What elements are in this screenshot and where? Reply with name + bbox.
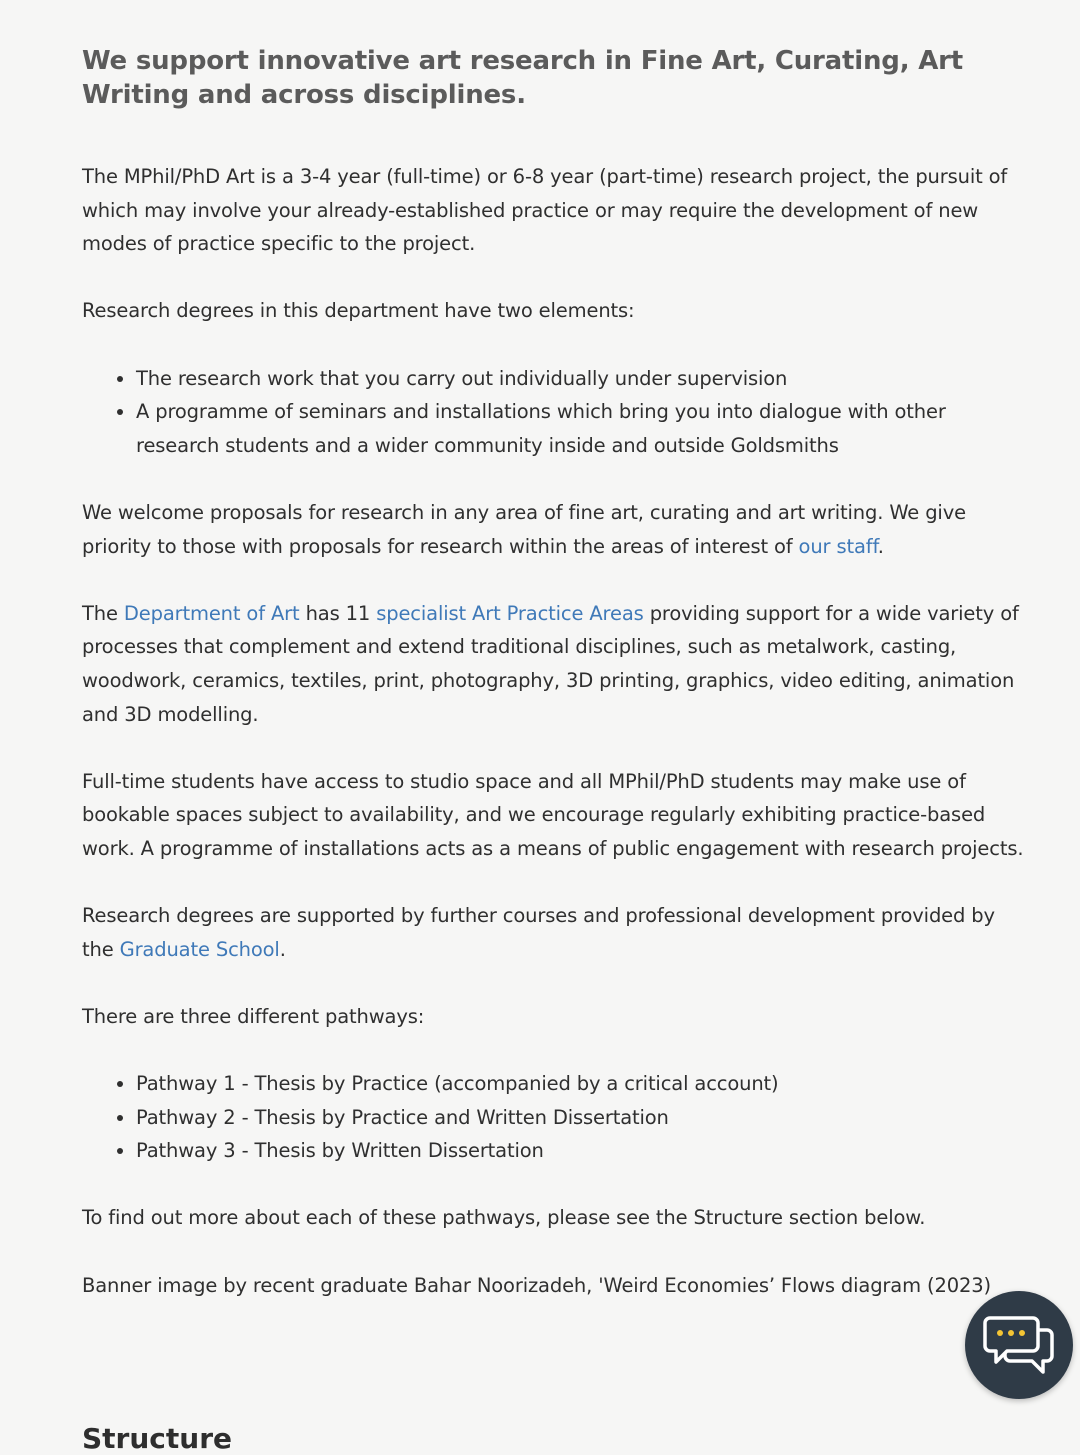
main-content	[82, 44, 1028, 1336]
research-elements-list	[82, 362, 1028, 463]
graduate-school-link[interactable]: Graduate School	[119, 937, 280, 961]
programme-description: The MPhil/PhD Art is a 3-4 year (full-time) or 6-8 year (part-time) research project, the pursuit of which may involve your already-established practice or may require the development of new modes of practice specific to the project.	[82, 165, 1008, 256]
studio-space-paragraph: Full-time students have access to studio space and all MPhil/PhD students may make use of bookable spaces subject to availability, and we encourage regularly exhibiting practice-based work. A programme of installations acts as a means of public engagement with research projects.	[82, 769, 1024, 860]
pathways-intro: There are three different pathways:	[82, 1004, 425, 1028]
proposals-text-end: .	[877, 534, 884, 558]
list-item: • Pathway 2 - Thesis by Practice and Written Dissertation	[136, 1101, 1028, 1135]
structure-note: To find out more about each of these pathways, please see the Structure section below.	[82, 1206, 926, 1230]
graduate-school-text-end: .	[279, 937, 286, 961]
proposals-paragraph	[82, 496, 1028, 563]
research-elements-intro: Research degrees in this department have two elements:	[82, 299, 635, 323]
department-of-art-link[interactable]: Department of Art	[123, 601, 300, 625]
pathways-list	[82, 1067, 1028, 1168]
art-practice-areas-link[interactable]: specialist Art Practice Areas	[376, 601, 644, 625]
list-item: • Pathway 1 - Thesis by Practice (accompanied by a critical account)	[136, 1067, 1028, 1101]
department-text-1: The	[82, 601, 124, 625]
department-text-2: has 11	[299, 601, 377, 625]
graduate-school-paragraph	[82, 899, 1028, 966]
list-item: • The research work that you carry out individually under supervision	[136, 362, 1028, 396]
intro-heading: We support innovative art research in Fine Art, Curating, Art Writing and across disciplines.	[82, 46, 963, 110]
banner-credit: Banner image by recent graduate Bahar Noorizadeh, 'Weird Economies’ Flows diagram (2023)	[82, 1273, 991, 1297]
our-staff-link[interactable]: our staff	[798, 534, 878, 558]
chat-bubbles-icon	[983, 1312, 1055, 1378]
department-paragraph	[82, 597, 1028, 731]
list-item: • Pathway 3 - Thesis by Written Dissertation	[136, 1134, 1028, 1168]
structure-heading: Structure	[82, 1422, 233, 1455]
department-text-3: providing support for a wide variety of processes that complement and extend traditional disciplines, such as metalwork, casting, woodwork, ceramics, textiles, print, photography, 3D printing, graphics, video editing, animation and 3D modelling.	[82, 601, 1019, 726]
graduate-school-text: Research degrees are supported by further courses and professional development provided by the	[82, 904, 995, 961]
list-item: • A programme of seminars and installations which bring you into dialogue with other research students and a wider community inside and outside Goldsmiths	[136, 395, 1028, 462]
proposals-text: We welcome proposals for research in any area of fine art, curating and art writing. We give priority to those with proposals for research within the areas of interest of	[82, 500, 966, 558]
chat-button[interactable]	[965, 1291, 1073, 1399]
